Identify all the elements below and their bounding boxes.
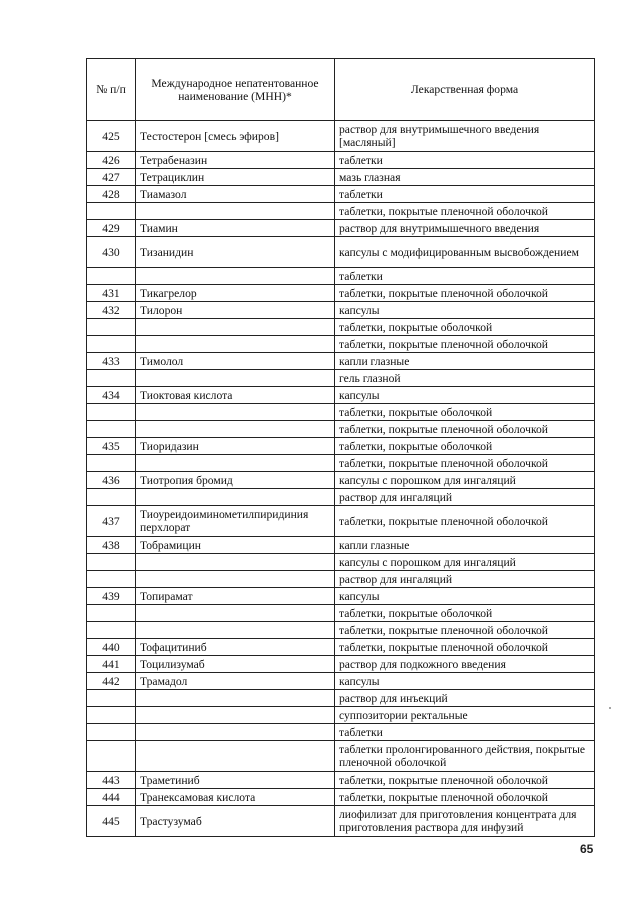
cell-dosage-form: таблетки xyxy=(335,186,595,203)
table-row xyxy=(87,472,595,489)
cell-dosage-form: таблетки, покрытые оболочкой xyxy=(335,319,595,336)
cell-number: 435 xyxy=(87,438,136,455)
cell-dosage-form: раствор для ингаляций xyxy=(335,571,595,588)
table-row xyxy=(87,421,595,438)
cell-inn xyxy=(136,489,335,506)
cell-number: 439 xyxy=(87,588,136,605)
cell-inn xyxy=(136,421,335,438)
cell-inn xyxy=(136,707,335,724)
cell-inn: Тилорон xyxy=(136,302,335,319)
cell-inn xyxy=(136,690,335,707)
cell-inn xyxy=(136,319,335,336)
table-row xyxy=(87,806,595,837)
table-row xyxy=(87,186,595,203)
cell-dosage-form: таблетки, покрытые пленочной оболочкой xyxy=(335,203,595,220)
table-row xyxy=(87,690,595,707)
cell-number: 444 xyxy=(87,789,136,806)
header-row xyxy=(87,59,595,121)
cell-number: 432 xyxy=(87,302,136,319)
cell-dosage-form: капсулы xyxy=(335,588,595,605)
cell-dosage-form: таблетки, покрытые пленочной оболочкой xyxy=(335,285,595,302)
cell-inn: Тестостерон [смесь эфиров] xyxy=(136,121,335,152)
cell-number xyxy=(87,455,136,472)
cell-dosage-form: гель глазной xyxy=(335,370,595,387)
table-row xyxy=(87,605,595,622)
cell-inn: Тиамин xyxy=(136,220,335,237)
table-row xyxy=(87,387,595,404)
cell-dosage-form: таблетки, покрытые пленочной оболочкой xyxy=(335,789,595,806)
cell-dosage-form: суппозитории ректальные xyxy=(335,707,595,724)
table-row xyxy=(87,537,595,554)
cell-number xyxy=(87,707,136,724)
cell-dosage-form: раствор для инъекций xyxy=(335,690,595,707)
cell-dosage-form: капсулы xyxy=(335,302,595,319)
cell-dosage-form: капсулы с порошком для ингаляций xyxy=(335,554,595,571)
cell-dosage-form: мазь глазная xyxy=(335,169,595,186)
cell-number: 438 xyxy=(87,537,136,554)
cell-number: 429 xyxy=(87,220,136,237)
cell-inn xyxy=(136,741,335,772)
table-row xyxy=(87,302,595,319)
cell-inn: Тиамазол xyxy=(136,186,335,203)
table-row xyxy=(87,438,595,455)
header-inn: Международное непатентованное наименование (МНН)* xyxy=(136,59,335,121)
cell-number xyxy=(87,690,136,707)
header-number: № п/п xyxy=(87,59,136,121)
cell-number: 431 xyxy=(87,285,136,302)
cell-inn xyxy=(136,404,335,421)
cell-number: 442 xyxy=(87,673,136,690)
table-row xyxy=(87,220,595,237)
cell-dosage-form: таблетки xyxy=(335,152,595,169)
table-row xyxy=(87,789,595,806)
table-row xyxy=(87,237,595,268)
cell-number: 426 xyxy=(87,152,136,169)
cell-inn xyxy=(136,203,335,220)
cell-inn xyxy=(136,370,335,387)
table-row xyxy=(87,724,595,741)
cell-inn: Трамадол xyxy=(136,673,335,690)
cell-number xyxy=(87,203,136,220)
cell-inn: Тиотропия бромид xyxy=(136,472,335,489)
cell-inn: Тизанидин xyxy=(136,237,335,268)
cell-number xyxy=(87,319,136,336)
cell-inn: Тофацитиниб xyxy=(136,639,335,656)
table-row xyxy=(87,455,595,472)
table-row xyxy=(87,772,595,789)
cell-dosage-form: капли глазные xyxy=(335,353,595,370)
cell-inn xyxy=(136,622,335,639)
table-row xyxy=(87,707,595,724)
table-row xyxy=(87,554,595,571)
table-row xyxy=(87,673,595,690)
cell-inn xyxy=(136,605,335,622)
cell-inn: Трастузумаб xyxy=(136,806,335,837)
cell-dosage-form: таблетки пролонгированного действия, покрытые пленочной оболочкой xyxy=(335,741,595,772)
cell-number xyxy=(87,554,136,571)
scan-speck xyxy=(609,707,611,709)
cell-dosage-form: таблетки, покрытые оболочкой xyxy=(335,605,595,622)
cell-inn: Тиоуреидоиминометилпиридиния перхлорат xyxy=(136,506,335,537)
table-row xyxy=(87,370,595,387)
table-row xyxy=(87,489,595,506)
table-row xyxy=(87,268,595,285)
cell-dosage-form: капсулы с порошком для ингаляций xyxy=(335,472,595,489)
cell-number xyxy=(87,336,136,353)
table-row xyxy=(87,203,595,220)
cell-dosage-form: раствор для внутримышечного введения [масляный] xyxy=(335,121,595,152)
header-dosage-form: Лекарственная форма xyxy=(335,59,595,121)
cell-dosage-form: раствор для внутримышечного введения xyxy=(335,220,595,237)
cell-dosage-form: таблетки xyxy=(335,268,595,285)
cell-inn: Топирамат xyxy=(136,588,335,605)
cell-dosage-form: таблетки, покрытые пленочной оболочкой xyxy=(335,622,595,639)
table-row xyxy=(87,121,595,152)
cell-inn: Транексамовая кислота xyxy=(136,789,335,806)
cell-number: 433 xyxy=(87,353,136,370)
cell-number xyxy=(87,724,136,741)
table-row xyxy=(87,639,595,656)
cell-inn: Тиоридазин xyxy=(136,438,335,455)
cell-number: 445 xyxy=(87,806,136,837)
cell-dosage-form: лиофилизат для приготовления концентрата для приготовления раствора для инфузий xyxy=(335,806,595,837)
cell-number xyxy=(87,404,136,421)
table-row xyxy=(87,741,595,772)
table-row xyxy=(87,353,595,370)
cell-inn: Тетрациклин xyxy=(136,169,335,186)
page-number: 65 xyxy=(580,842,594,856)
cell-inn xyxy=(136,724,335,741)
cell-dosage-form: капли глазные xyxy=(335,537,595,554)
cell-dosage-form: таблетки, покрытые пленочной оболочкой xyxy=(335,639,595,656)
cell-dosage-form: таблетки, покрытые пленочной оболочкой xyxy=(335,772,595,789)
cell-number xyxy=(87,605,136,622)
cell-dosage-form: капсулы с модифицированным высвобождением xyxy=(335,237,595,268)
cell-number: 441 xyxy=(87,656,136,673)
cell-dosage-form: раствор для подкожного введения xyxy=(335,656,595,673)
table-header xyxy=(87,59,595,121)
cell-number: 427 xyxy=(87,169,136,186)
cell-inn: Траметиниб xyxy=(136,772,335,789)
cell-number xyxy=(87,489,136,506)
drug-list-table xyxy=(86,58,595,837)
cell-number xyxy=(87,622,136,639)
cell-inn xyxy=(136,455,335,472)
cell-dosage-form: таблетки, покрытые пленочной оболочкой xyxy=(335,421,595,438)
table-row xyxy=(87,319,595,336)
cell-dosage-form: капсулы xyxy=(335,387,595,404)
cell-number xyxy=(87,268,136,285)
cell-number: 443 xyxy=(87,772,136,789)
cell-inn: Тимолол xyxy=(136,353,335,370)
table-row xyxy=(87,404,595,421)
table-body xyxy=(87,121,595,837)
cell-dosage-form: раствор для ингаляций xyxy=(335,489,595,506)
cell-inn xyxy=(136,268,335,285)
cell-number: 440 xyxy=(87,639,136,656)
cell-inn xyxy=(136,571,335,588)
cell-inn: Тетрабеназин xyxy=(136,152,335,169)
table-row xyxy=(87,656,595,673)
table-row xyxy=(87,571,595,588)
cell-number: 437 xyxy=(87,506,136,537)
cell-dosage-form: таблетки, покрытые пленочной оболочкой xyxy=(335,336,595,353)
cell-dosage-form: таблетки, покрытые пленочной оболочкой xyxy=(335,455,595,472)
cell-inn: Тикагрелор xyxy=(136,285,335,302)
cell-number: 428 xyxy=(87,186,136,203)
cell-dosage-form: таблетки, покрытые пленочной оболочкой xyxy=(335,506,595,537)
table-row xyxy=(87,285,595,302)
table-row xyxy=(87,152,595,169)
cell-inn xyxy=(136,554,335,571)
cell-dosage-form: таблетки, покрытые оболочкой xyxy=(335,404,595,421)
table-row xyxy=(87,336,595,353)
cell-number xyxy=(87,421,136,438)
table-row xyxy=(87,169,595,186)
table-row xyxy=(87,588,595,605)
cell-number: 434 xyxy=(87,387,136,404)
cell-number: 425 xyxy=(87,121,136,152)
cell-number xyxy=(87,370,136,387)
cell-number: 436 xyxy=(87,472,136,489)
cell-inn: Тоцилизумаб xyxy=(136,656,335,673)
cell-number: 430 xyxy=(87,237,136,268)
cell-number xyxy=(87,741,136,772)
cell-dosage-form: таблетки, покрытые оболочкой xyxy=(335,438,595,455)
table-row xyxy=(87,506,595,537)
table-row xyxy=(87,622,595,639)
cell-dosage-form: таблетки xyxy=(335,724,595,741)
cell-number xyxy=(87,571,136,588)
cell-inn: Тиоктовая кислота xyxy=(136,387,335,404)
cell-inn: Тобрамицин xyxy=(136,537,335,554)
cell-dosage-form: капсулы xyxy=(335,673,595,690)
cell-inn xyxy=(136,336,335,353)
